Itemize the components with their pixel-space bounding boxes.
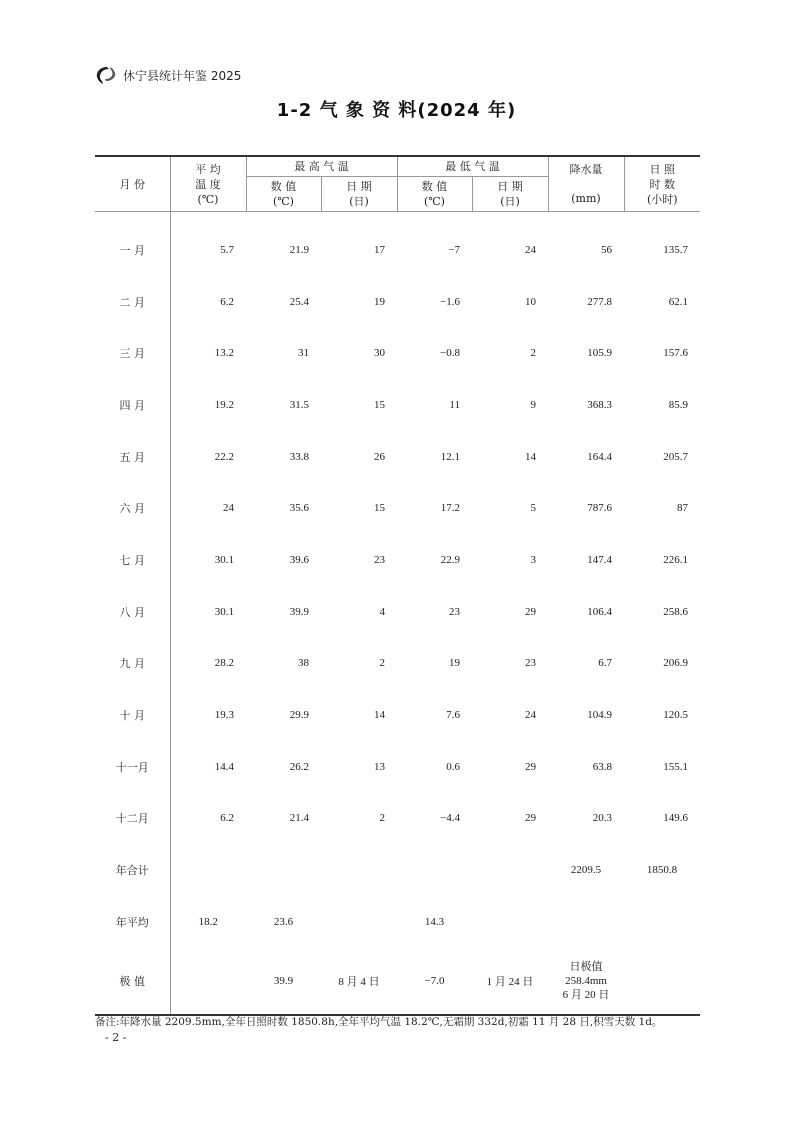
page-number: - 2 - bbox=[105, 1031, 127, 1044]
cell-avg: 13.2 bbox=[214, 347, 234, 360]
cell-avg: 5.7 bbox=[220, 243, 234, 256]
page-title: 1-2 气 象 资 料(2024 年) bbox=[276, 100, 517, 121]
table-row bbox=[95, 793, 700, 845]
cell-sun: 157.6 bbox=[663, 347, 688, 360]
cell-max: 25.4 bbox=[289, 295, 309, 308]
cell-max: 26.2 bbox=[289, 760, 309, 773]
cell-max: 21.4 bbox=[289, 812, 309, 825]
table-row bbox=[95, 586, 700, 638]
cell-min: −1.6 bbox=[440, 295, 460, 308]
cell-min-day: 24 bbox=[525, 709, 536, 722]
cell-max: 31 bbox=[298, 347, 309, 360]
cell-max-day: 19 bbox=[374, 295, 385, 308]
table-row bbox=[95, 379, 700, 431]
cell-max-day: 2 bbox=[379, 657, 385, 670]
month-label: 一 月 bbox=[95, 212, 170, 276]
cell-precip: 63.8 bbox=[592, 760, 612, 773]
header-max-value-label: 数 值 bbox=[270, 180, 297, 193]
table-row bbox=[95, 689, 700, 741]
cell-min: 19 bbox=[449, 657, 460, 670]
empty-cell bbox=[321, 844, 397, 896]
cell-max: 39.9 bbox=[289, 605, 309, 618]
header-sunshine-unit: (小时) bbox=[646, 192, 678, 206]
cell-min-day: 3 bbox=[530, 553, 536, 566]
empty-cell bbox=[548, 896, 624, 948]
header-precip-label: 降水量 bbox=[569, 163, 603, 176]
header-max-value bbox=[246, 177, 321, 212]
cell-min: 12.1 bbox=[440, 450, 460, 463]
month-label: 九 月 bbox=[95, 638, 170, 690]
cell-min: 17.2 bbox=[440, 502, 460, 515]
cell-min: 0.6 bbox=[446, 760, 460, 773]
table-row bbox=[95, 276, 700, 328]
cell-min: 11 bbox=[449, 398, 460, 411]
cell-max: 33.8 bbox=[289, 450, 309, 463]
month-label: 三 月 bbox=[95, 327, 170, 379]
cell-max-day: 23 bbox=[374, 553, 385, 566]
header-month: 月 份 bbox=[95, 156, 170, 212]
cell-avg: 22.2 bbox=[214, 450, 234, 463]
cell-precip: 20.3 bbox=[592, 812, 612, 825]
month-label: 十 月 bbox=[95, 689, 170, 741]
header-min-date bbox=[472, 177, 548, 212]
cell-min-day: 24 bbox=[525, 243, 536, 256]
extreme-precip-text bbox=[548, 960, 624, 1002]
cell-sun: 205.7 bbox=[663, 450, 688, 463]
weather-data-table bbox=[95, 155, 700, 1016]
cell-max-day: 2 bbox=[379, 812, 385, 825]
weather-table-container bbox=[95, 155, 700, 1016]
cell-sun: 62.1 bbox=[668, 295, 688, 308]
extreme-precip-date: 6 月 20 日 bbox=[562, 988, 610, 1001]
extreme-precip-value: 日极值 258.4mm bbox=[565, 960, 607, 987]
cell-avg: 14.4 bbox=[214, 760, 234, 773]
cell-sun: 120.5 bbox=[663, 709, 688, 722]
cell-min: −7 bbox=[448, 243, 460, 256]
cell-max-day: 26 bbox=[374, 450, 385, 463]
book-header bbox=[95, 64, 241, 86]
cell-max-day: 4 bbox=[379, 605, 385, 618]
cell-precip: 164.4 bbox=[587, 450, 612, 463]
empty-cell bbox=[624, 948, 700, 1015]
cell-avg: 19.3 bbox=[214, 709, 234, 722]
cell-min-day: 9 bbox=[530, 398, 536, 411]
extreme-precip bbox=[548, 948, 624, 1015]
cell-max-day: 30 bbox=[374, 347, 385, 360]
empty-cell bbox=[321, 896, 397, 948]
cell-sun: 149.6 bbox=[663, 812, 688, 825]
table-body bbox=[95, 212, 700, 1015]
cell-precip: 56 bbox=[601, 243, 612, 256]
header-avg-temp-line1: 平 均 bbox=[195, 162, 221, 176]
cell-precip: 368.3 bbox=[587, 398, 612, 411]
annual-average-label: 年平均 bbox=[95, 896, 170, 948]
cell-sun: 85.9 bbox=[668, 398, 688, 411]
cell-min-day: 10 bbox=[525, 295, 536, 308]
annual-total-precip: 2209.5 bbox=[570, 864, 602, 877]
table-row-annual-total bbox=[95, 844, 700, 896]
header-min-date-label: 日 期 bbox=[497, 180, 523, 193]
cell-max: 35.6 bbox=[289, 502, 309, 515]
table-row bbox=[95, 638, 700, 690]
extreme-min-date: 1 月 24 日 bbox=[472, 948, 548, 1015]
header-min-value bbox=[397, 177, 472, 212]
header-max-date bbox=[321, 177, 397, 212]
book-title: 休宁县统计年鉴 2025 bbox=[123, 68, 242, 83]
month-label: 十一月 bbox=[95, 741, 170, 793]
cell-precip: 787.6 bbox=[587, 502, 612, 515]
cell-precip: 277.8 bbox=[587, 295, 612, 308]
cell-min-day: 29 bbox=[525, 605, 536, 618]
empty-cell bbox=[472, 896, 548, 948]
cell-sun: 135.7 bbox=[663, 243, 688, 256]
cell-min-day: 2 bbox=[530, 347, 536, 360]
empty-cell bbox=[170, 844, 246, 896]
header-min-value-unit: (℃) bbox=[424, 195, 445, 208]
cell-min: 7.6 bbox=[446, 709, 460, 722]
cell-sun: 87 bbox=[677, 502, 688, 515]
cell-precip: 106.4 bbox=[587, 605, 612, 618]
table-row bbox=[95, 212, 700, 276]
month-label: 四 月 bbox=[95, 379, 170, 431]
month-label: 六 月 bbox=[95, 482, 170, 534]
header-min-value-label: 数 值 bbox=[421, 180, 448, 193]
cell-avg: 24 bbox=[223, 502, 234, 515]
cell-min: −4.4 bbox=[440, 812, 460, 825]
header-sunshine-line1: 日 照 bbox=[649, 162, 675, 176]
cell-precip: 104.9 bbox=[587, 709, 612, 722]
header-max-temp-group: 最 高 气 温 bbox=[246, 156, 397, 177]
extreme-max: 39.9 bbox=[246, 948, 321, 1015]
header-precip bbox=[548, 156, 624, 212]
cell-max-day: 17 bbox=[374, 243, 385, 256]
table-row-extreme bbox=[95, 948, 700, 1015]
header-avg-temp-line2: 温 度 bbox=[195, 177, 221, 191]
empty-cell bbox=[472, 844, 548, 896]
cell-max: 38 bbox=[298, 657, 309, 670]
cell-max-day: 15 bbox=[374, 398, 385, 411]
cell-min-day: 29 bbox=[525, 760, 536, 773]
extreme-max-date: 8 月 4 日 bbox=[321, 948, 397, 1015]
header-max-date-label: 日 期 bbox=[346, 180, 372, 193]
cell-max: 29.9 bbox=[289, 709, 309, 722]
cell-sun: 206.9 bbox=[663, 657, 688, 670]
table-row bbox=[95, 741, 700, 793]
table-row bbox=[95, 482, 700, 534]
cell-max: 39.6 bbox=[289, 553, 309, 566]
month-label: 八 月 bbox=[95, 586, 170, 638]
annual-total-sunshine: 1850.8 bbox=[646, 864, 678, 877]
header-avg-temp-unit: (℃) bbox=[197, 192, 219, 206]
cell-avg: 30.1 bbox=[214, 605, 234, 618]
header-sunshine-line2: 时 数 bbox=[649, 177, 675, 191]
table-row-annual-average bbox=[95, 896, 700, 948]
header-min-temp-group: 最 低 气 温 bbox=[397, 156, 548, 177]
cell-avg: 6.2 bbox=[220, 295, 234, 308]
cell-precip: 105.9 bbox=[587, 347, 612, 360]
cell-min: −0.8 bbox=[440, 347, 460, 360]
annual-average-min: 14.3 bbox=[424, 915, 445, 928]
table-row bbox=[95, 431, 700, 483]
cell-avg: 28.2 bbox=[214, 657, 234, 670]
cell-avg: 6.2 bbox=[220, 812, 234, 825]
cell-max-day: 15 bbox=[374, 502, 385, 515]
cell-avg: 30.1 bbox=[214, 553, 234, 566]
month-label: 二 月 bbox=[95, 276, 170, 328]
header-sunshine bbox=[624, 156, 700, 212]
extreme-min: −7.0 bbox=[397, 948, 472, 1015]
cell-precip: 147.4 bbox=[587, 553, 612, 566]
cell-sun: 226.1 bbox=[663, 553, 688, 566]
month-label: 七 月 bbox=[95, 534, 170, 586]
header-min-date-unit: (日) bbox=[500, 195, 520, 208]
cell-min-day: 14 bbox=[525, 450, 536, 463]
header-precip-unit: (mm) bbox=[571, 192, 601, 205]
extreme-label: 极 值 bbox=[95, 948, 170, 1015]
cell-sun: 258.6 bbox=[663, 605, 688, 618]
table-row bbox=[95, 534, 700, 586]
cell-avg: 19.2 bbox=[214, 398, 234, 411]
header-max-value-unit: (℃) bbox=[273, 195, 294, 208]
empty-cell bbox=[170, 948, 246, 1015]
table-row bbox=[95, 327, 700, 379]
cell-min: 22.9 bbox=[440, 553, 460, 566]
header-avg-temp bbox=[170, 156, 246, 212]
empty-cell bbox=[397, 844, 472, 896]
empty-cell bbox=[246, 844, 321, 896]
cell-max-day: 14 bbox=[374, 709, 385, 722]
cell-max-day: 13 bbox=[374, 760, 385, 773]
header-max-date-unit: (日) bbox=[349, 195, 369, 208]
cell-sun: 155.1 bbox=[663, 760, 688, 773]
month-label: 五 月 bbox=[95, 431, 170, 483]
annual-total-label: 年合计 bbox=[95, 844, 170, 896]
cell-max: 21.9 bbox=[289, 243, 309, 256]
cell-min-day: 23 bbox=[525, 657, 536, 670]
cell-min-day: 5 bbox=[530, 502, 536, 515]
cell-min: 23 bbox=[449, 605, 460, 618]
annual-average-max: 23.6 bbox=[273, 915, 294, 928]
month-label: 十二月 bbox=[95, 793, 170, 845]
empty-cell bbox=[624, 896, 700, 948]
yearbook-swirl-logo-icon bbox=[95, 64, 117, 86]
footnote: 备注:年降水量 2209.5mm,全年日照时数 1850.8h,全年平均气温 18.2℃,无霜期 332d,初霜 11 月 28 日,积雪天数 1d。 bbox=[95, 1016, 663, 1028]
annual-average-temp: 18.2 bbox=[198, 915, 218, 928]
cell-precip: 6.7 bbox=[598, 657, 612, 670]
cell-min-day: 29 bbox=[525, 812, 536, 825]
cell-max: 31.5 bbox=[289, 398, 309, 411]
